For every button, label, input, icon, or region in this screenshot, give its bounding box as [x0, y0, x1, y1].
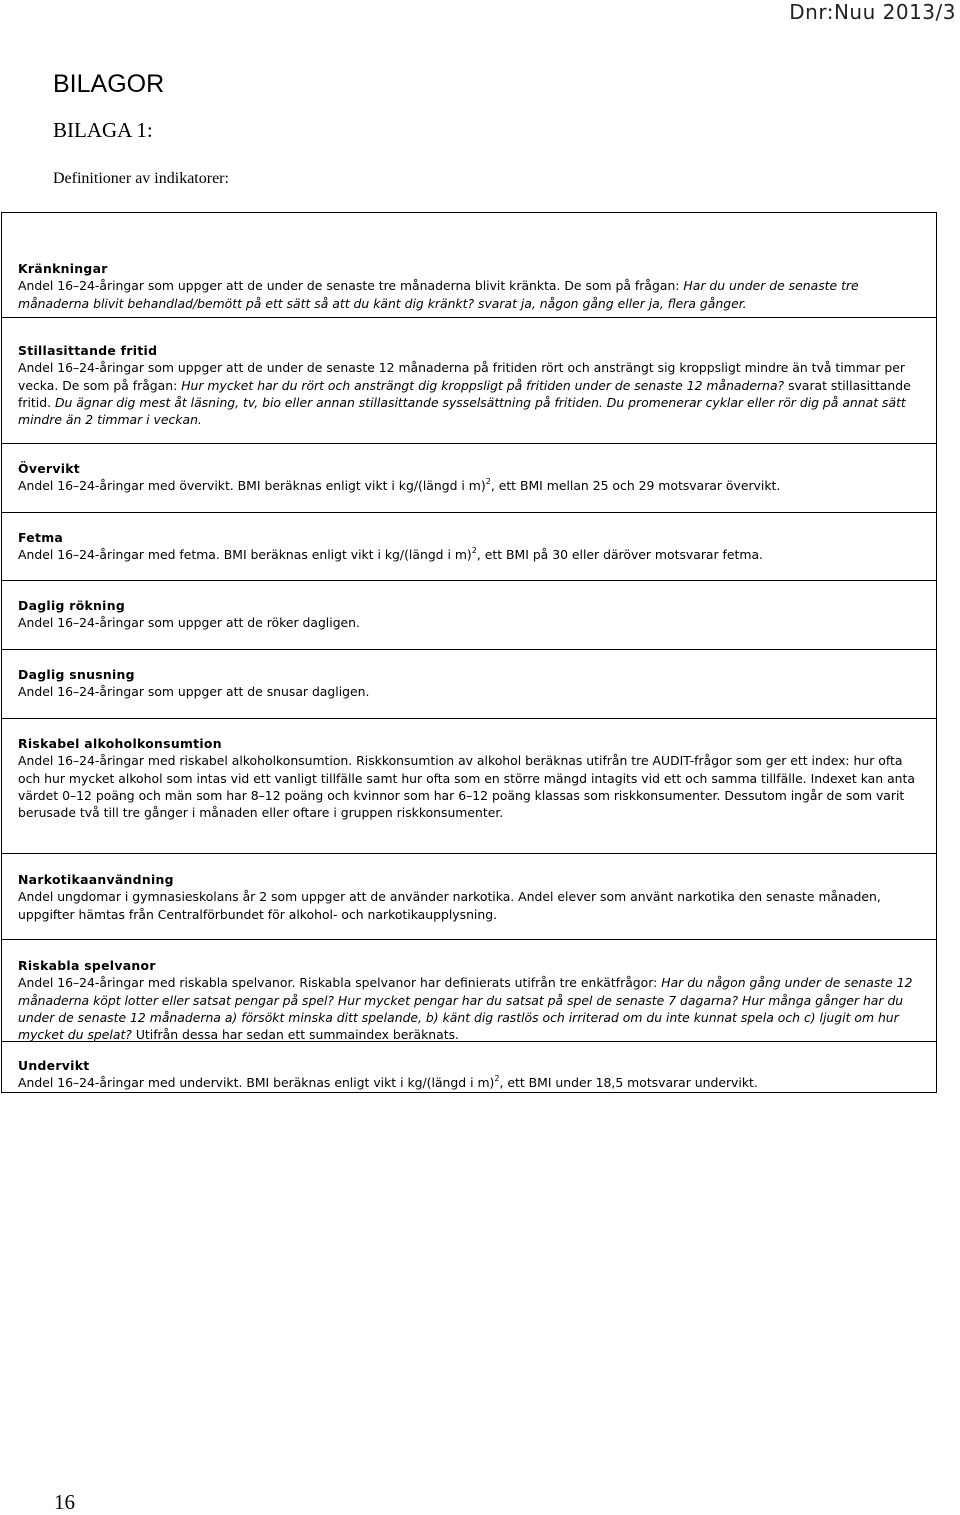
definition-riskabla-spelvanor: [2, 939, 936, 1041]
definition-text: Andel 16–24-åringar med riskabla spelvanor. Riskabla spelvanor har definierats utifrån tre enkätfrågor: Har du någon gång under de senaste 12 månaderna köpt lotter eller satsat pengar på spel? Hur mycket pengar har du satsat på spel de senaste 7 dagarna? Hur många gånger har du under de senaste 12 månaderna a) försökt minska ditt spelande, b) känt dig rastlös och irriterad om du inte kunnat spela och c) ljugit om hur mycket du spelat? Utifrån dessa har sedan ett summaindex beräknats.: [18, 975, 913, 1043]
definition-title: Narkotikaanvändning: [18, 872, 174, 887]
definition-daglig-snusning: [2, 649, 936, 718]
definition-text: Andel 16–24-åringar som uppger att de under de senaste tre månaderna blivit kränkta. De som på frågan: Har du under de senaste tre månaderna blivit behandlad/bemött på ett sätt så att du känt dig kränkt? svarat ja, någon gång eller ja, flera gånger.: [18, 278, 859, 311]
intro-text: Definitioner av indikatorer:: [53, 170, 229, 187]
definition-riskabel-alkohol: [2, 718, 936, 853]
definition-text: Andel 16–24-åringar som uppger att de snusar dagligen.: [18, 684, 370, 700]
definition-title: Kränkningar: [18, 261, 108, 276]
definition-text: Andel ungdomar i gymnasieskolans år 2 som uppger att de använder narkotika. Andel elever som använt narkotika den senaste månaden, uppgifter hämtas från Centralförbundet för alkohol- och narkotikaupplysning.: [18, 889, 881, 922]
definition-title: Daglig rökning: [18, 598, 126, 613]
definition-text: Andel 16–24-åringar med riskabel alkoholkonsumtion. Riskkonsumtion av alkohol beräknas utifrån tre AUDIT-frågor som ger ett index: hur ofta och hur mycket alkohol som intas vid ett vanligt tillfälle samt hur ofta som en större mängd intagits vid ett och samma tillfälle. Indexet kan anta värdet 0–12 poäng och män som har 8–12 poäng och kvinnor som har 6–12 poäng klassas som riskkonsumenter. Dessutom ingår de som varit berusade två till tre gånger i månaden eller oftare i gruppen riskkonsumenter.: [18, 753, 915, 821]
definition-title: Daglig snusning: [18, 667, 135, 682]
definition-title: Riskabel alkoholkonsumtion: [18, 736, 222, 751]
appendix-title: BILAGA 1:: [53, 118, 153, 142]
definition-text: Andel 16–24-åringar som uppger att de röker dagligen.: [18, 615, 360, 631]
definition-stillasittande: [2, 317, 936, 443]
definition-daglig-rokning: [2, 580, 936, 649]
definition-fetma: [2, 512, 936, 580]
definition-narkotika: [2, 853, 936, 939]
definition-text: Andel 16–24-åringar som uppger att de under de senaste 12 månaderna på fritiden rört och ansträngt sig kroppsligt mindre än två timmar per vecka. De som på frågan: Hur mycket har du rört och ansträngt dig kroppsligt på fritiden under de senaste 12 månaderna? svarat stillasittande fritid. Du ägnar dig mest åt läsning, tv, bio eller annan stillasittande sysselsättning på fritiden. Du promenerar cyklar eller rör dig på annat sätt mindre än 2 timmar i veckan.: [18, 360, 911, 428]
definitions-table: [1, 212, 937, 1093]
page-title: BILAGOR: [53, 70, 165, 98]
definition-title: Stillasittande fritid: [18, 343, 158, 358]
definition-text: Andel 16–24-åringar med övervikt. BMI beräknas enligt vikt i kg/(längd i m)$^2$, ett BMI mellan 25 och 29 motsvarar övervikt.: [18, 477, 781, 494]
definition-text: Andel 16–24-åringar med fetma. BMI beräknas enligt vikt i kg/(längd i m)$^2$, ett BMI på 30 eller däröver motsvarar fetma.: [18, 546, 763, 563]
document-number: Dnr:Nuu 2013/3: [789, 0, 956, 24]
definition-text: Andel 16–24-åringar med undervikt. BMI beräknas enligt vikt i kg/(längd i m)$^2$, ett BMI under 18,5 motsvarar undervikt.: [18, 1074, 758, 1091]
definition-overvikt: [2, 443, 936, 512]
definition-title: Undervikt: [18, 1058, 90, 1073]
definition-title: Fetma: [18, 530, 64, 545]
definition-title: Riskabla spelvanor: [18, 958, 156, 973]
definition-undervikt: [2, 1041, 936, 1092]
page-number: 16: [54, 1490, 75, 1514]
definition-krankningar: [2, 213, 936, 317]
definition-title: Övervikt: [18, 461, 81, 476]
